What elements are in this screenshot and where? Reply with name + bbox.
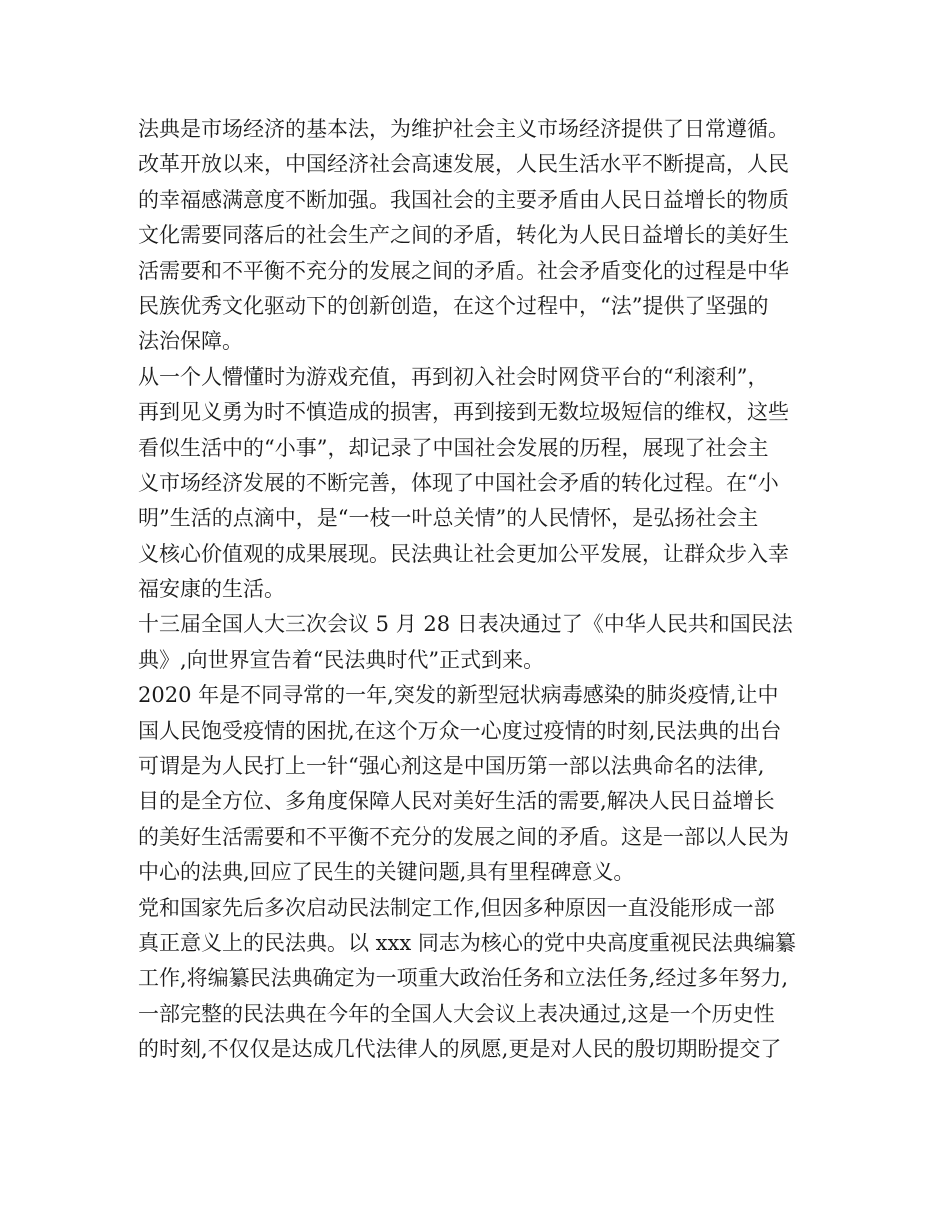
text-line: 看似生活中的“小事”，却记录了中国社会发展的历程，展现了社会主 <box>138 435 769 460</box>
text-line: 文化需要同落后的社会生产之间的矛盾，转化为人民日益增长的美好生 <box>138 223 789 248</box>
text-line: 义核心价值观的成果展现。民法典让社会更加公平发展，让群众步入幸 <box>138 541 789 566</box>
text-line: 2020 年是不同寻常的一年,突发的新型冠状病毒感染的肺炎疫情,让中 <box>138 683 779 708</box>
text-line: 改革开放以来，中国经济社会高速发展，人民生活水平不断提高，人民 <box>138 152 789 177</box>
text-line: 再到见义勇为时不慎造成的损害，再到接到无数垃圾短信的维权，这些 <box>138 400 789 425</box>
text-line: 义市场经济发展的不断完善，体现了中国社会矛盾的转化过程。在“小 <box>138 470 779 495</box>
paragraph-2020 <box>138 678 818 890</box>
text-line: 真正意义上的民法典。以 xxx 同志为核心的党中央高度重视民法典编纂 <box>138 930 796 955</box>
text-line: 法典是市场经济的基本法，为维护社会主义市场经济提供了日常遵循。 <box>138 117 789 141</box>
text-line: 的幸福感满意度不断加强。我国社会的主要矛盾由人民日益增长的物质 <box>138 187 789 212</box>
text-line: 一部完整的民法典在今年的全国人大会议上表决通过,这是一个历史性 <box>138 1001 775 1026</box>
text-line: 的美好生活需要和不平衡不充分的发展之间的矛盾。这是一部以人民为 <box>138 824 789 849</box>
text-line: 党和国家先后多次启动民法制定工作,但因多种原因一直没能形成一部 <box>138 895 775 920</box>
text-line: 十三届全国人大三次会议 5 月 28 日表决通过了《中华人民共和国民法 <box>138 612 793 637</box>
paragraph-congress-vote <box>138 607 818 678</box>
text-line: 活需要和不平衡不充分的发展之间的矛盾。社会矛盾变化的过程是中华 <box>138 258 789 283</box>
paragraph-daily-life <box>138 360 818 608</box>
text-line: 国人民饱受疫情的困扰,在这个万众一心度过疫情的时刻,民法典的出台 <box>138 718 782 743</box>
text-line: 目的是全方位、多角度保障人民对美好生活的需要,解决人民日益增长 <box>138 789 775 814</box>
text-line: 的时刻,不仅仅是达成几代法律人的夙愿,更是对人民的殷切期盼提交了 <box>138 1037 782 1062</box>
text-line: 民族优秀文化驱动下的创新创造，在这个过程中，“法”提供了坚强的 <box>138 293 769 318</box>
text-line: 法治保障。 <box>138 329 243 354</box>
text-line: 可谓是为人民打上一针“强心剂这是中国历第一部以法典命名的法律, <box>138 754 765 779</box>
paragraph-codification <box>138 891 818 1068</box>
text-line: 明”生活的点滴中，是“一枝一叶总关情”的人民情怀，是弘扬社会主 <box>138 506 759 531</box>
text-line: 从一个人懵懂时为游戏充值，再到初入社会时网贷平台的“利滚利”， <box>138 364 769 389</box>
text-line: 工作,将编纂民法典确定为一项重大政治任务和立法任务,经过多年努力, <box>138 966 789 991</box>
text-line: 福安康的生活。 <box>138 577 285 602</box>
text-line: 典》,向世界宣告着“民法典时代”正式到来。 <box>138 647 545 672</box>
paragraph-market-economy <box>138 112 818 360</box>
document-page <box>138 112 818 1068</box>
text-line: 中心的法典,回应了民生的关键问题,具有里程碑意义。 <box>138 860 635 885</box>
